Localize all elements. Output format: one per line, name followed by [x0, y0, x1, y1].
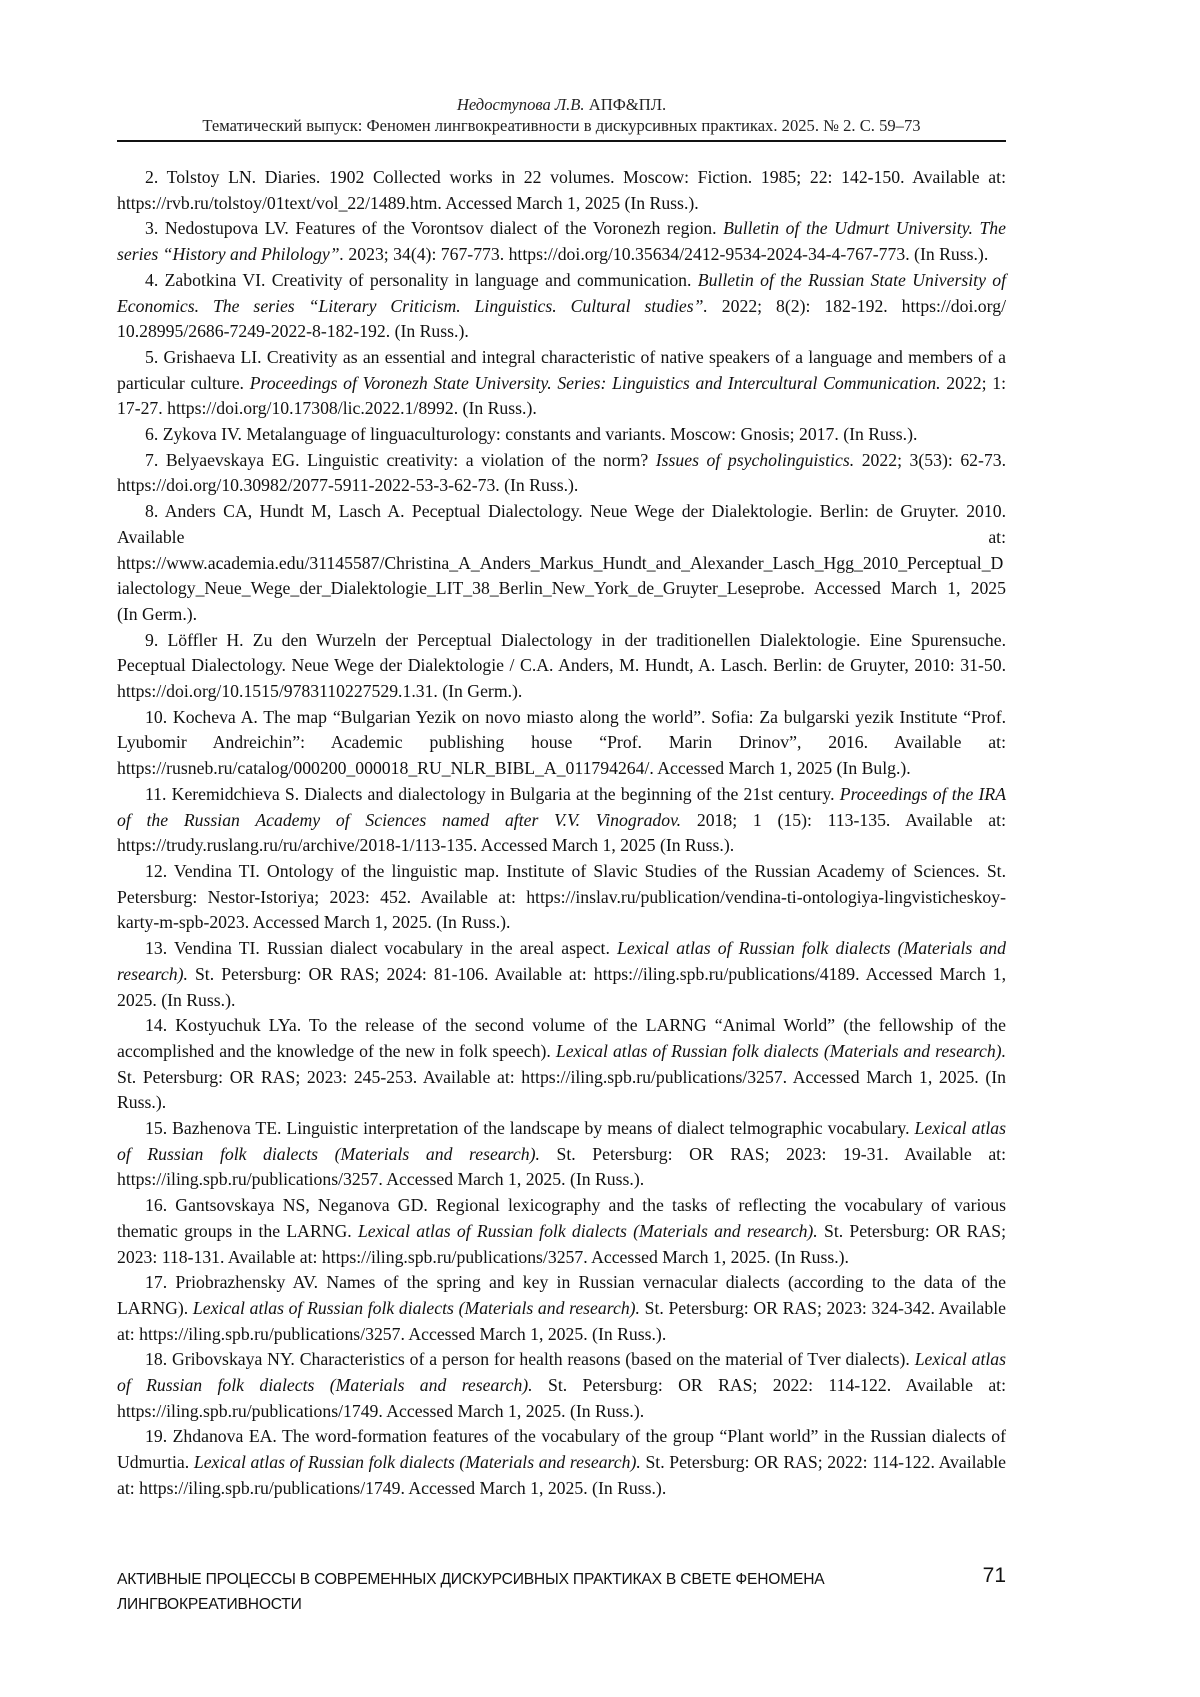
- reference-item: [117, 705, 1006, 782]
- reference-item: [117, 422, 1006, 448]
- reference-number: 19.: [145, 1426, 168, 1447]
- reference-number: 16.: [145, 1195, 168, 1216]
- reference-item: [117, 782, 1006, 859]
- reference-item: [117, 1116, 1006, 1193]
- reference-journal-title: Bulletin of the Udmurt University. The series “History and Philology”.: [117, 218, 1007, 265]
- reference-item: [117, 268, 1006, 345]
- reference-number: 13.: [145, 938, 168, 959]
- reference-text: Vendina TI. Russian dialect vocabulary in the areal aspect.: [173, 938, 610, 959]
- reference-journal-title: Proceedings of the IRA of the Russian Academy of Sciences named after V.V. Vinogradov.: [117, 783, 1007, 830]
- reference-details: St. Petersburg: OR RAS; 2023: 118-131. Available at: https://iling.spb.ru/publications/3257. Accessed March 1, 2025. (In Russ.).: [117, 1220, 1007, 1267]
- reference-text: Kostyuchuk LYa. To the release of the second volume of the LARNG “Animal World” (the fellowship of the accomplished and the knowledge of the new in folk speech).: [117, 1015, 1007, 1061]
- reference-text: Anders CA, Hundt M, Lasch A. Peceptual Dialectology. Neue Wege der Dialektologie. Berlin: de Gruyter. 2010. Available at: https://www.academia.edu/31145587/Christina_A_Anders_Markus_Hundt_and_Alexander_Lasch_Hgg_2010_Perceptual_Dialectology_Neue_Wege_der_Dialektologie_LIT_38_Berlin_New_York_de_Gruyter_Leseprobe. Accessed March 1, 2025 (In Germ.).: [117, 501, 1006, 624]
- reference-details: St. Petersburg: OR RAS; 2023: 19-31. Available at: https://iling.spb.ru/publications/3257. Accessed March 1, 2025. (In Russ.).: [117, 1143, 1007, 1190]
- reference-text: Priobrazhensky AV. Names of the spring and key in Russian vernacular dialects (according to the data of the LARNG).: [117, 1272, 1007, 1318]
- reference-text: Bazhenova TE. Linguistic interpretation of the landscape by means of dialect telmographic vocabulary.: [172, 1118, 910, 1139]
- reference-number: 14.: [145, 1015, 168, 1036]
- reference-text: Keremidchieva S. Dialects and dialectology in Bulgaria at the beginning of the 21st century.: [171, 783, 835, 804]
- reference-text: Grishaeva LI. Creativity as an essential and integral characteristic of native speakers of a language and members of a particular culture.: [117, 346, 1007, 393]
- reference-details: 2022; 1: 17-27. https://doi.org/10.17308/lic.2022.1/8992. (In Russ.).: [117, 372, 1007, 419]
- reference-number: 3.: [145, 218, 159, 239]
- header-rule: [117, 140, 1006, 142]
- reference-list: [117, 165, 1006, 1502]
- reference-number: 17.: [145, 1272, 168, 1293]
- reference-details: 2018; 1 (15): 113-135. Available at: https://trudy.ruslang.ru/ru/archive/2018-1/113-135. Accessed March 1, 2025 (In Russ.).: [117, 809, 1006, 856]
- reference-number: 5.: [145, 346, 159, 367]
- reference-journal-title: Lexical atlas of Russian folk dialects (Materials and research).: [117, 1349, 1007, 1396]
- reference-number: 10.: [145, 706, 168, 727]
- reference-item: [117, 165, 1006, 216]
- reference-item: [117, 936, 1006, 1013]
- reference-details: St. Petersburg: OR RAS; 2022: 114-122. Available at: https://iling.spb.ru/publications/1749. Accessed March 1, 2025. (In Russ.).: [117, 1452, 1007, 1498]
- reference-details: St. Petersburg: OR RAS; 2023: 324-342. Available at: https://iling.spb.ru/publications/3257. Accessed March 1, 2025. (In Russ.).: [117, 1297, 1006, 1344]
- reference-number: 9.: [145, 629, 159, 650]
- reference-details: St. Petersburg: OR RAS; 2024: 81-106. Available at: https://iling.spb.ru/publications/4189. Accessed March 1, 2025. (In Russ.).: [117, 963, 1007, 1010]
- reference-journal-title: Lexical atlas of Russian folk dialects (Materials and research).: [357, 1220, 818, 1241]
- reference-text: Vendina TI. Ontology of the linguistic map. Institute of Slavic Studies of the Russian Academy of Sciences. St. Petersburg: Nestor-Istoriya; 2023: 452. Available at: https://inslav.ru/publication/vendina-ti-ontologiya-lingvisticheskoy-karty-m-spb-2023. Accessed March 1, 2025. (In Russ.).: [117, 860, 1006, 933]
- reference-text: Gantsovskaya NS, Neganova GD. Regional lexicography and the tasks of reflecting the vocabulary of various thematic groups in the LARNG.: [117, 1195, 1006, 1241]
- reference-journal-title: Lexical atlas of Russian folk dialects (Materials and research).: [193, 1452, 641, 1473]
- reference-item: [117, 859, 1006, 936]
- reference-text: Zykova IV. Metalanguage of linguaculturology: constants and variants. Moscow: Gnosis; 2017. (In Russ.).: [162, 424, 918, 445]
- reference-journal-title: Proceedings of Voronezh State University. Series: Linguistics and Intercultural Communication.: [249, 372, 941, 393]
- reference-text: Löffler H. Zu den Wurzeln der Perceptual Dialectology in der traditionellen Dialektologie. Eine Spurensuche. Peceptual Dialectology. Neue Wege der Dialektologie / C.A. Anders, M. Hundt, A. Lasch. Berlin: de Gruyter, 2010: 31-50. https://doi.org/10.1515/9783110227529.1.31. (In Germ.).: [117, 629, 1006, 702]
- reference-journal-title: Bulletin of the Russian State University of Economics. The series “Literary Criticism. Linguistics. Cultural studies”.: [117, 269, 1007, 316]
- page-number: 71: [982, 1564, 1006, 1587]
- reference-number: 12.: [145, 860, 168, 881]
- running-header-issue-line: Тематический выпуск: Феномен лингвокреативности в дискурсивных практиках. 2025. № 2. С. 59–73: [202, 116, 921, 135]
- reference-text: Gribovskaya NY. Characteristics of a person for health reasons (based on the material of Tver dialects).: [171, 1349, 910, 1370]
- reference-journal-title: Lexical atlas of Russian folk dialects (Materials and research).: [192, 1297, 640, 1318]
- reference-text: Kocheva A. The map “Bulgarian Yezik on novo miasto along the world”. Sofia: Za bulgarski yezik Institute “Prof. Lyubomir Andreichin”: Academic publishing house “Prof. Marin Drinov”, 2016. Available at: https://rusneb.ru/catalog/000200_000018_RU_NLR_BIBL_A_011794264/. Accessed March 1, 2025 (In Bulg.).: [117, 706, 1007, 779]
- reference-number: 2.: [145, 167, 159, 187]
- reference-item: [117, 628, 1006, 705]
- reference-number: 15.: [145, 1118, 168, 1139]
- reference-text: Zabotkina VI. Creativity of personality in language and communication.: [164, 269, 692, 290]
- running-footer-title: АКТИВНЫЕ ПРОЦЕССЫ В СОВРЕМЕННЫХ ДИСКУРСИВНЫХ ПРАКТИКАХ В СВЕТЕ ФЕНОМЕНА ЛИНГВОКРЕАТИВНОСТИ: [117, 1571, 825, 1613]
- reference-number: 18.: [145, 1349, 168, 1370]
- header-journal-abbr: АПФ&ПЛ.: [588, 95, 667, 114]
- reference-item: [117, 216, 1006, 267]
- reference-item: [117, 1193, 1006, 1270]
- running-header-author-line: [117, 94, 1006, 116]
- reference-item: [117, 499, 1006, 628]
- reference-text: Belyaevskaya EG. Linguistic creativity: a violation of the norm?: [165, 449, 649, 470]
- reference-text: Nedostupova LV. Features of the Vorontsov dialect of the Voronezh region.: [164, 218, 717, 239]
- reference-item: [117, 1013, 1006, 1116]
- reference-text: Zhdanova EA. The word-formation features of the vocabulary of the group “Plant world” in the Russian dialects of Udmurtia.: [117, 1426, 1007, 1473]
- reference-item: [117, 345, 1006, 422]
- reference-details: 2022; 3(53): 62-73. https://doi.org/10.30982/2077-5911-2022-53-3-62-73. (In Russ.).: [117, 449, 1007, 496]
- reference-number: 4.: [145, 269, 159, 290]
- reference-item: [117, 1424, 1006, 1501]
- reference-details: 2023; 34(4): 767-773. https://doi.org/10.35634/2412-9534-2024-34-4-767-773. (In Russ.).: [348, 244, 989, 265]
- reference-item: [117, 1347, 1006, 1424]
- reference-journal-title: Issues of psycholinguistics.: [655, 449, 855, 470]
- header-author: Недоступова Л.В.: [456, 95, 585, 114]
- reference-item: [117, 448, 1006, 499]
- reference-journal-title: Lexical atlas of Russian folk dialects (Materials and research).: [555, 1040, 1006, 1061]
- reference-number: 8.: [145, 501, 159, 522]
- reference-item: [117, 1270, 1006, 1347]
- reference-details: St. Petersburg: OR RAS; 2022: 114-122. Available at: https://iling.spb.ru/publications/1749. Accessed March 1, 2025. (In Russ.).: [117, 1375, 1007, 1421]
- reference-journal-title: Lexical atlas of Russian folk dialects (Materials and research).: [117, 1118, 1007, 1164]
- reference-journal-title: Lexical atlas of Russian folk dialects (Materials and research).: [117, 938, 1006, 984]
- reference-number: 11.: [145, 783, 167, 804]
- reference-number: 6.: [145, 424, 159, 445]
- reference-details: 2022; 8(2): 182-192. https://doi.org/ 10.28995/2686-7249-2022-8-182-192. (In Russ.).: [117, 295, 1006, 342]
- reference-text: Tolstoy LN. Diaries. 1902 Collected works in 22 volumes. Moscow: Fiction. 1985; 22: 142-150. Available at: https://rvb.ru/tolstoy/01text/vol_22/1489.htm. Accessed March 1, 2025 (In Russ.).: [117, 167, 1006, 213]
- reference-number: 7.: [145, 449, 159, 470]
- reference-details: St. Petersburg: OR RAS; 2023: 245-253. Available at: https://iling.spb.ru/publications/3257. Accessed March 1, 2025. (In Russ.).: [117, 1066, 1006, 1113]
